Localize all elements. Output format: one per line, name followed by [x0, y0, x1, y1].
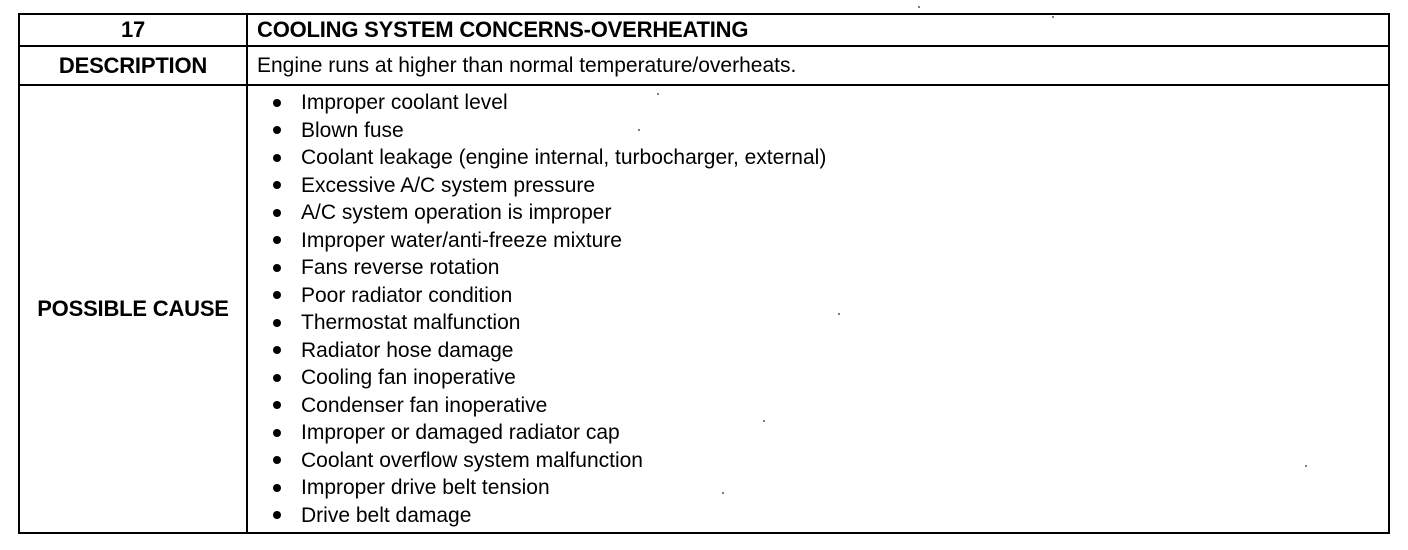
- cause-item: [273, 474, 1388, 502]
- bullet-icon: [273, 456, 281, 464]
- cause-item: [273, 254, 1388, 282]
- bullet-icon: [273, 99, 281, 107]
- cause-item-text: Fans reverse rotation: [301, 256, 500, 279]
- bullet-icon: [273, 319, 281, 327]
- cause-item: [273, 172, 1388, 200]
- cause-item-text: Excessive A/C system pressure: [301, 173, 596, 197]
- bullet-icon: [273, 346, 281, 354]
- description-row: [19, 46, 1389, 85]
- cause-item: [273, 227, 1388, 255]
- scan-speck: [918, 6, 920, 8]
- scan-speck: [838, 313, 840, 315]
- cause-item-text: Radiator hose damage: [301, 338, 514, 362]
- cause-item: [273, 392, 1388, 420]
- cause-item: [273, 502, 1388, 530]
- cause-item-text: Improper water/anti-freeze mixture: [301, 228, 622, 252]
- cause-item: [273, 199, 1388, 227]
- possible-cause-row: [19, 85, 1389, 533]
- concern-title-cell: [247, 14, 1389, 46]
- cause-item: [273, 309, 1388, 337]
- cause-item-text: Coolant leakage (engine internal, turbocharger, external): [301, 146, 827, 169]
- concern-number: 17: [19, 14, 247, 46]
- scan-speck: [1305, 465, 1307, 467]
- scan-speck: [1052, 16, 1054, 18]
- cause-item-text: Cooling fan inoperative: [301, 366, 516, 389]
- cause-item-text: Improper coolant level: [301, 91, 508, 114]
- bullet-icon: [273, 181, 281, 189]
- description-text: Engine runs at higher than normal temperature/overheats.: [247, 46, 1389, 85]
- scan-speck: [763, 420, 765, 422]
- cause-item: [273, 117, 1388, 145]
- cause-item-text: Coolant overflow system malfunction: [301, 448, 643, 472]
- cause-item: [273, 337, 1388, 365]
- cause-item: [273, 144, 1388, 172]
- cause-item: [273, 364, 1388, 392]
- possible-cause-label: POSSIBLE CAUSE: [19, 85, 247, 533]
- cause-item: [273, 447, 1388, 475]
- description-label: DESCRIPTION: [19, 46, 247, 85]
- diagnostic-table: [18, 13, 1390, 534]
- scan-speck: [722, 492, 724, 494]
- cause-item-text: Thermostat malfunction: [301, 311, 521, 334]
- cause-list: [257, 89, 1388, 529]
- cause-item: [273, 282, 1388, 310]
- scan-speck: [657, 93, 659, 95]
- bullet-icon: [273, 236, 281, 244]
- cause-item-text: Poor radiator condition: [301, 283, 513, 307]
- bullet-icon: [273, 401, 281, 409]
- cause-item: [273, 419, 1388, 447]
- bullet-icon: [273, 126, 281, 134]
- bullet-icon: [273, 374, 281, 382]
- cause-item-text: Drive belt damage: [301, 503, 472, 527]
- possible-cause-cell: [247, 85, 1389, 533]
- cause-item-text: Condenser fan inoperative: [301, 393, 548, 417]
- bullet-icon: [273, 484, 281, 492]
- cause-item: [273, 89, 1388, 117]
- bullet-icon: [273, 264, 281, 272]
- cause-item-text: Improper or damaged radiator cap: [301, 421, 620, 444]
- bullet-icon: [273, 209, 281, 217]
- scan-speck: [638, 129, 640, 131]
- concern-title: COOLING SYSTEM CONCERNS-OVERHEATING: [257, 17, 749, 42]
- bullet-icon: [273, 291, 281, 299]
- bullet-icon: [273, 154, 281, 162]
- header-row: [19, 14, 1389, 46]
- bullet-icon: [273, 429, 281, 437]
- bullet-icon: [273, 511, 281, 519]
- cause-item-text: Improper drive belt tension: [301, 476, 550, 499]
- cause-item-text: A/C system operation is improper: [301, 201, 612, 224]
- cause-item-text: Blown fuse: [301, 118, 404, 142]
